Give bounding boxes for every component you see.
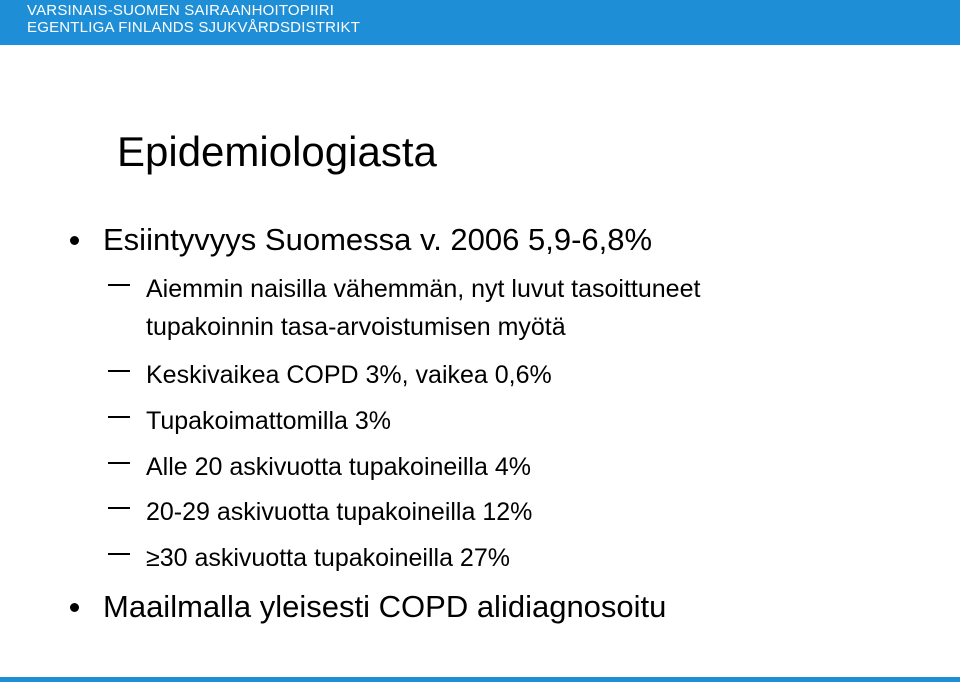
- sub-item-text: tupakoinnin tasa-arvoistumisen myötä: [146, 313, 566, 341]
- bullet-text: Maailmalla yleisesti COPD alidiagnosoitu: [103, 589, 667, 624]
- sub-item-text: Aiemmin naisilla vähemmän, nyt luvut tasoittuneet: [146, 275, 701, 303]
- slide-title: Epidemiologiasta: [117, 128, 437, 175]
- bullet-text: Esiintyvyys Suomessa v. 2006 5,9-6,8%: [103, 222, 653, 257]
- header-banner: [0, 0, 960, 45]
- bullet-dot-icon: [70, 236, 79, 245]
- dash-icon: [108, 462, 130, 464]
- dash-icon: [108, 370, 130, 372]
- organization-name-swedish: EGENTLIGA FINLANDS SJUKVÅRDSDISTRIKT: [27, 19, 361, 36]
- dash-icon: [108, 553, 130, 555]
- organization-name-finnish: VARSINAIS-SUOMEN SAIRAANHOITOPIIRI: [27, 2, 335, 19]
- dash-icon: [108, 507, 130, 509]
- bullet-dot-icon: [70, 603, 79, 612]
- footer-bar: [0, 677, 960, 682]
- dash-icon: [108, 416, 130, 418]
- sub-item-text: Keskivaikea COPD 3%, vaikea 0,6%: [146, 361, 552, 389]
- dash-icon: [108, 284, 130, 286]
- sub-item-text: Tupakoimattomilla 3%: [146, 407, 392, 435]
- sub-item-text: ≥30 askivuotta tupakoineilla 27%: [146, 544, 510, 572]
- sub-item-text: 20-29 askivuotta tupakoineilla 12%: [146, 498, 533, 526]
- sub-item-text: Alle 20 askivuotta tupakoineilla 4%: [146, 453, 531, 481]
